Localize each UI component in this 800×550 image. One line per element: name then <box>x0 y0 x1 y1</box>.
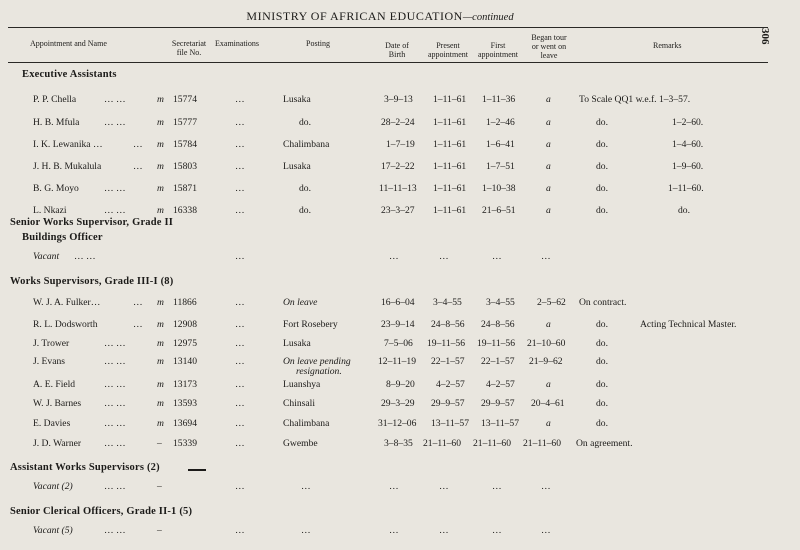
date-of-birth: 29–3–29 <box>381 398 415 409</box>
posting: Luanshya <box>283 379 321 390</box>
sex: m <box>157 338 164 349</box>
first-appointment: 19–11–56 <box>477 338 516 349</box>
header-appointment: Appointment and Name <box>30 39 107 48</box>
section-senior-clerical-officers: Senior Clerical Officers, Grade II-1 (5) <box>10 506 193 517</box>
header-examinations: Examinations <box>215 39 259 48</box>
sex: – <box>157 525 162 536</box>
first-appointment: 24–8–56 <box>481 319 515 330</box>
header-began-tour <box>524 33 574 60</box>
present-appointment: 19–11–56 <box>427 338 466 349</box>
dots: … … <box>104 438 126 449</box>
date-of-birth: 12–11–19 <box>378 356 417 367</box>
file-no: 15777 <box>173 117 197 128</box>
table-row <box>0 338 800 354</box>
remarks: do. <box>596 398 608 409</box>
began-tour: a <box>546 418 551 429</box>
posting: Fort Rosebery <box>283 319 338 330</box>
sex: m <box>157 356 164 367</box>
section-assistant-works-supervisors: Assistant Works Supervisors (2) <box>10 462 160 473</box>
began-tour: a <box>546 205 551 216</box>
table-row <box>0 94 800 110</box>
date-of-birth: 31–12–06 <box>378 418 417 429</box>
sex: – <box>157 438 162 449</box>
present-appointment: … <box>439 525 449 536</box>
present-appointment: 29–9–57 <box>431 398 465 409</box>
remarks: do. <box>596 379 608 390</box>
header-file-no-line2: file No. <box>176 48 202 57</box>
table-row <box>0 297 800 313</box>
first-appointment: 29–9–57 <box>481 398 515 409</box>
dots: … <box>133 161 143 172</box>
table-row <box>0 481 800 497</box>
dots: … <box>133 297 143 308</box>
present-appointment: 1–11–61 <box>433 139 467 150</box>
present-appointment: … <box>439 481 449 492</box>
header-tour-line1: Began tour <box>531 33 567 42</box>
present-appointment: 21–11–60 <box>423 438 462 449</box>
remarks: do. <box>596 356 608 367</box>
header-first-appointment <box>472 41 524 59</box>
table-row <box>0 117 800 133</box>
began-tour: 20–4–61 <box>531 398 565 409</box>
posting: Lusaka <box>283 338 311 349</box>
examinations: … <box>235 297 245 308</box>
date-of-birth: 3–8–35 <box>384 438 413 449</box>
page-title <box>0 9 760 24</box>
examinations: … <box>235 356 245 367</box>
date-of-birth: 1–7–19 <box>386 139 415 150</box>
dots: … … <box>74 251 96 262</box>
file-no: 12975 <box>173 338 197 349</box>
sex: m <box>157 183 164 194</box>
examinations: … <box>235 117 245 128</box>
posting: On leave pending <box>283 356 351 367</box>
began-tour: 2–5–62 <box>537 297 566 308</box>
first-appointment: 1–7–51 <box>486 161 515 172</box>
posting: On leave <box>283 297 318 308</box>
sex: m <box>157 379 164 390</box>
header-present-appointment <box>420 41 476 59</box>
began-tour: 21–11–60 <box>523 438 562 449</box>
date-of-birth: 16–6–04 <box>381 297 415 308</box>
remarks-date: do. <box>678 205 690 216</box>
posting: Lusaka <box>283 94 311 105</box>
present-appointment: 22–1–57 <box>431 356 465 367</box>
remarks: do. <box>596 117 608 128</box>
name: L. Nkazi <box>33 205 67 216</box>
examinations: … <box>235 338 245 349</box>
posting: Chalimbana <box>283 139 330 150</box>
table-row <box>0 161 800 177</box>
posting: … <box>301 481 311 492</box>
page-number: 306 <box>759 28 771 45</box>
posting: Chalimbana <box>283 418 330 429</box>
name: A. E. Field <box>33 379 76 390</box>
section-senior-works-supervisor: Senior Works Supervisor, Grade II <box>10 217 174 228</box>
first-appointment: 1–10–38 <box>482 183 516 194</box>
posting: … <box>301 525 311 536</box>
dots: … … <box>104 94 126 105</box>
sex: m <box>157 319 164 330</box>
present-appointment: 4–2–57 <box>436 379 465 390</box>
date-of-birth: 7–5–06 <box>384 338 413 349</box>
dots: … … <box>104 418 126 429</box>
examinations: … <box>235 438 245 449</box>
remarks-date: 1–2–60. <box>672 117 704 128</box>
sex: m <box>157 117 164 128</box>
header-present-line2: appointment <box>428 50 468 59</box>
name: W. J. Barnes <box>33 398 82 409</box>
page-title-continued: —continued <box>462 12 514 23</box>
first-appointment: 4–2–57 <box>486 379 515 390</box>
file-no: 12908 <box>173 319 197 330</box>
name: J. D. Warner <box>33 438 82 449</box>
first-appointment: 1–6–41 <box>486 139 515 150</box>
header-posting: Posting <box>306 39 331 48</box>
present-appointment: 24–8–56 <box>431 319 465 330</box>
remarks: do. <box>596 418 608 429</box>
remarks: To Scale QQ1 w.e.f. 1–3–57. <box>579 94 691 105</box>
dots: … … <box>104 398 126 409</box>
began-tour: a <box>546 379 551 390</box>
present-appointment: 1–11–61 <box>433 205 467 216</box>
header-rule-bottom <box>8 62 768 63</box>
sex: m <box>157 398 164 409</box>
date-of-birth: … <box>389 251 399 262</box>
header-dob-line1: Date of <box>385 41 409 50</box>
sex: m <box>157 418 164 429</box>
file-no: 13140 <box>173 356 197 367</box>
began-tour: … <box>541 481 551 492</box>
examinations: … <box>235 379 245 390</box>
file-no: 15774 <box>173 94 197 105</box>
table-row <box>0 379 800 395</box>
sex: m <box>157 297 164 308</box>
table-row <box>0 525 800 541</box>
first-appointment: 3–4–55 <box>486 297 515 308</box>
section-works-supervisors: Works Supervisors, Grade III-I (8) <box>10 276 174 287</box>
header-rule-top <box>8 27 768 28</box>
name: Vacant <box>33 251 60 262</box>
present-appointment: 3–4–55 <box>433 297 462 308</box>
remarks: do. <box>596 319 608 330</box>
dots: … … <box>104 356 126 367</box>
name: P. P. Chella <box>33 94 77 105</box>
header-file-no-line1: Secretariat <box>171 39 207 48</box>
examinations: … <box>235 251 245 262</box>
section-buildings-officer: Buildings Officer <box>22 232 103 243</box>
header-present-line1: Present <box>436 41 460 50</box>
remarks-note: Acting Technical Master. <box>640 319 737 330</box>
date-of-birth: 3–9–13 <box>384 94 413 105</box>
first-appointment: … <box>492 481 502 492</box>
posting: Lusaka <box>283 161 311 172</box>
first-appointment: 13–11–57 <box>481 418 520 429</box>
dots: … <box>133 319 143 330</box>
page-title-text: MINISTRY OF AFRICAN EDUCATION <box>246 9 463 23</box>
first-appointment: 21–11–60 <box>473 438 512 449</box>
name: E. Davies <box>33 418 71 429</box>
name: J. Trower <box>33 338 70 349</box>
dots: … … <box>104 183 126 194</box>
date-of-birth: 28–2–24 <box>381 117 415 128</box>
file-no: 15784 <box>173 139 197 150</box>
examinations: … <box>235 398 245 409</box>
header-dob <box>377 41 417 59</box>
section-executive-assistants: Executive Assistants <box>22 69 117 80</box>
header-tour-line2: or went on <box>531 42 567 51</box>
began-tour: a <box>546 117 551 128</box>
examinations: … <box>235 319 245 330</box>
sex: m <box>157 161 164 172</box>
name: J. H. B. Mukalula <box>33 161 102 172</box>
dots: … … <box>104 525 126 536</box>
table-row <box>0 183 800 199</box>
first-appointment: 1–11–36 <box>482 94 516 105</box>
dots: … … <box>104 205 126 216</box>
began-tour: a <box>546 139 551 150</box>
header-file-no <box>163 39 215 57</box>
table-row <box>0 438 800 454</box>
file-no: 16338 <box>173 205 197 216</box>
examinations: … <box>235 161 245 172</box>
dots: … … <box>104 379 126 390</box>
examinations: … <box>235 525 245 536</box>
began-tour: … <box>541 525 551 536</box>
table-row <box>0 356 800 380</box>
examinations: … <box>235 481 245 492</box>
remarks: On agreement. <box>576 438 633 449</box>
began-tour: a <box>546 161 551 172</box>
sex: m <box>157 139 164 150</box>
date-of-birth: … <box>389 525 399 536</box>
header-dob-line2: Birth <box>388 50 406 59</box>
date-of-birth: … <box>389 481 399 492</box>
date-of-birth: 23–9–14 <box>381 319 415 330</box>
file-no: 13173 <box>173 379 197 390</box>
posting: do. <box>299 205 311 216</box>
name: Vacant (5) <box>33 525 73 536</box>
date-of-birth: 8–9–20 <box>386 379 415 390</box>
present-appointment: 1–11–61 <box>433 183 467 194</box>
table-row <box>0 398 800 414</box>
file-no: 15803 <box>173 161 197 172</box>
section-dash <box>188 469 206 471</box>
remarks: do. <box>596 338 608 349</box>
remarks: do. <box>596 161 608 172</box>
first-appointment: … <box>492 525 502 536</box>
name: Vacant (2) <box>33 481 73 492</box>
file-no: 15339 <box>173 438 197 449</box>
name: I. K. Lewanika … <box>33 139 103 150</box>
header-first-line1: First <box>490 41 506 50</box>
header-remarks: Remarks <box>653 41 682 50</box>
examinations: … <box>235 139 245 150</box>
date-of-birth: 17–2–22 <box>381 161 415 172</box>
name: H. B. Mfula <box>33 117 80 128</box>
began-tour: a <box>546 319 551 330</box>
header-first-line2: appointment <box>478 50 518 59</box>
began-tour: a <box>546 183 551 194</box>
sex: m <box>157 205 164 216</box>
file-no: 15871 <box>173 183 197 194</box>
remarks-date: 1–11–60. <box>668 183 704 194</box>
posting: Chinsali <box>283 398 315 409</box>
present-appointment: 1–11–61 <box>433 94 467 105</box>
remarks: do. <box>596 183 608 194</box>
dots: … … <box>104 338 126 349</box>
file-no: 13593 <box>173 398 197 409</box>
present-appointment: 1–11–61 <box>433 161 467 172</box>
posting: do. <box>299 183 311 194</box>
date-of-birth: 11–11–13 <box>379 183 417 194</box>
examinations: … <box>235 94 245 105</box>
file-no: 13694 <box>173 418 197 429</box>
present-appointment: … <box>439 251 449 262</box>
first-appointment: 1–2–46 <box>486 117 515 128</box>
remarks-date: 1–9–60. <box>672 161 704 172</box>
name: W. J. A. Fulker… <box>33 297 101 308</box>
remarks: On contract. <box>579 297 627 308</box>
posting: Gwembe <box>283 438 318 449</box>
sex: – <box>157 481 162 492</box>
present-appointment: 13–11–57 <box>431 418 470 429</box>
date-of-birth: 23–3–27 <box>381 205 415 216</box>
table-row <box>0 251 800 267</box>
dots: … <box>133 139 143 150</box>
table-row <box>0 418 800 434</box>
examinations: … <box>235 205 245 216</box>
name: J. Evans <box>33 356 65 367</box>
sex: m <box>157 94 164 105</box>
present-appointment: 1–11–61 <box>433 117 467 128</box>
dots: … … <box>104 481 126 492</box>
remarks: do. <box>596 205 608 216</box>
first-appointment: … <box>492 251 502 262</box>
name: R. L. Dodsworth <box>33 319 98 330</box>
began-tour: … <box>541 251 551 262</box>
examinations: … <box>235 183 245 194</box>
name: B. G. Moyo <box>33 183 79 194</box>
began-tour: 21–9–62 <box>529 356 563 367</box>
began-tour: a <box>546 94 551 105</box>
first-appointment: 21–6–51 <box>482 205 516 216</box>
remarks: do. <box>596 139 608 150</box>
dots: … … <box>104 117 126 128</box>
first-appointment: 22–1–57 <box>481 356 515 367</box>
remarks-date: 1–4–60. <box>672 139 704 150</box>
posting: do. <box>299 117 311 128</box>
began-tour: 21–10–60 <box>527 338 566 349</box>
posting-continued: resignation. <box>296 366 342 377</box>
table-row <box>0 139 800 155</box>
examinations: … <box>235 418 245 429</box>
table-row <box>0 319 800 335</box>
file-no: 11866 <box>173 297 197 308</box>
header-tour-line3: leave <box>540 51 558 60</box>
